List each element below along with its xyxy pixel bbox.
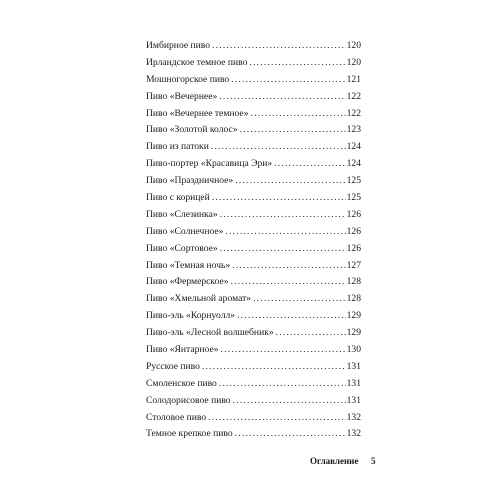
toc-entry-page: 127 [346, 259, 361, 271]
toc-entry-page: 129 [346, 327, 361, 339]
toc-entry-title: Столовое пиво [146, 411, 207, 423]
dot-leader [251, 106, 346, 123]
toc-entry-title: Имбирное пиво [146, 40, 211, 51]
toc-entry-page: 121 [346, 73, 361, 85]
toc-entry [146, 139, 361, 156]
toc-entry-page: 124 [346, 141, 361, 153]
toc-entry [146, 207, 361, 224]
toc-entry-page: 132 [346, 411, 361, 423]
toc-entry-title: Пиво «Вечернее темное» [146, 107, 249, 119]
toc-entry-page: 128 [346, 293, 361, 305]
toc-entry [146, 426, 361, 443]
dot-leader [240, 122, 346, 139]
toc-entry [146, 359, 361, 376]
dot-leader [212, 190, 346, 207]
toc-entry-title: Русское пиво [146, 360, 200, 372]
toc-entry-title: Пиво-портер «Красавица Эри» [146, 158, 273, 170]
toc-entry-title: Мошногорское пиво [146, 73, 230, 85]
toc-entry [146, 274, 361, 291]
toc-entry-title: Темное крепкое пиво [146, 428, 233, 440]
toc-entry [146, 308, 361, 325]
toc-entry-title: Пиво «Темная ночь» [146, 259, 231, 271]
toc-entry-page: 126 [346, 225, 361, 237]
toc-entry-title: Пиво из патоки [146, 141, 209, 153]
toc-entry [146, 258, 361, 275]
toc-entry-title: Пиво «Хмельной аромат» [146, 293, 252, 305]
toc-entry [146, 89, 361, 106]
toc-entry [146, 106, 361, 123]
dot-leader [211, 139, 346, 156]
toc-entry-page: 128 [346, 276, 361, 288]
toc-entry-page: 129 [346, 310, 361, 322]
toc-entry-page: 125 [346, 175, 361, 187]
dot-leader [219, 376, 346, 393]
toc-entry [146, 241, 361, 258]
toc-entry-title: Ирландское темное пиво [146, 56, 248, 68]
toc-entry-title: Пиво-эль «Корнуолл» [146, 310, 236, 322]
page-number: 5 [371, 456, 376, 466]
dot-leader [231, 72, 345, 89]
dot-leader [233, 393, 346, 410]
toc-entry-page: 131 [346, 394, 361, 406]
toc-entry [146, 190, 361, 207]
toc-entry [146, 393, 361, 410]
toc-entry-page: 123 [346, 124, 361, 136]
dot-leader [221, 342, 346, 359]
toc-entry [146, 72, 361, 89]
dot-leader [202, 359, 346, 376]
toc-entry [146, 410, 361, 427]
dot-leader [235, 173, 345, 190]
toc-entry-title: Пиво-эль «Лесной волшебник» [146, 327, 274, 339]
toc-entry-page: 120 [346, 40, 361, 51]
toc-entry-title: Пиво «Сортовое» [146, 242, 218, 254]
toc-entry-page: 124 [346, 158, 361, 170]
toc-entry-page: 131 [346, 377, 361, 389]
toc-entry-title: Смоленское пиво [146, 377, 217, 389]
running-footer-title: Оглавление [310, 456, 359, 466]
toc-entry-page: 122 [346, 107, 361, 119]
toc-entry [146, 156, 361, 173]
toc-entry-title: Солодорисовое пиво [146, 394, 231, 406]
dot-leader [231, 274, 346, 291]
toc-entry [146, 325, 361, 342]
toc-entry-title: Пиво «Слезинка» [146, 208, 218, 220]
toc-entry-title: Пиво с корицей [146, 192, 210, 204]
dot-leader [249, 55, 345, 72]
toc-entry-title: Пиво «Праздничное» [146, 175, 234, 187]
toc-entry [146, 342, 361, 359]
toc-entry-page: 126 [346, 242, 361, 254]
toc-entry [146, 122, 361, 139]
dot-leader [208, 410, 345, 427]
table-of-contents [146, 38, 361, 443]
dot-leader [212, 38, 346, 55]
toc-entry [146, 55, 361, 72]
toc-entry [146, 173, 361, 190]
dot-leader [253, 291, 346, 308]
dot-leader [220, 241, 346, 258]
toc-entry [146, 38, 361, 55]
dot-leader [219, 89, 345, 106]
dot-leader [276, 325, 346, 342]
toc-entry-page: 131 [346, 360, 361, 372]
toc-entry [146, 224, 361, 241]
toc-entry-title: Пиво «Солнечное» [146, 225, 224, 237]
toc-entry-page: 125 [346, 192, 361, 204]
toc-entry-page: 130 [346, 344, 361, 356]
dot-leader [225, 224, 345, 241]
toc-entry-page: 132 [346, 428, 361, 440]
toc-entry-title: Пиво «Фермерское» [146, 276, 229, 288]
toc-entry-title: Пиво «Янтарное» [146, 344, 219, 356]
dot-leader [220, 207, 346, 224]
toc-entry-page: 126 [346, 208, 361, 220]
toc-entry [146, 291, 361, 308]
toc-entry-title: Пиво «Золотой колос» [146, 124, 238, 136]
toc-entry-title: Пиво «Вечернее» [146, 90, 218, 102]
dot-leader [237, 308, 346, 325]
page-footer [300, 453, 380, 469]
toc-entry-page: 120 [346, 56, 361, 68]
dot-leader [232, 258, 345, 275]
dot-leader [235, 426, 346, 443]
toc-entry [146, 376, 361, 393]
dot-leader [274, 156, 345, 173]
toc-entry-page: 122 [346, 90, 361, 102]
